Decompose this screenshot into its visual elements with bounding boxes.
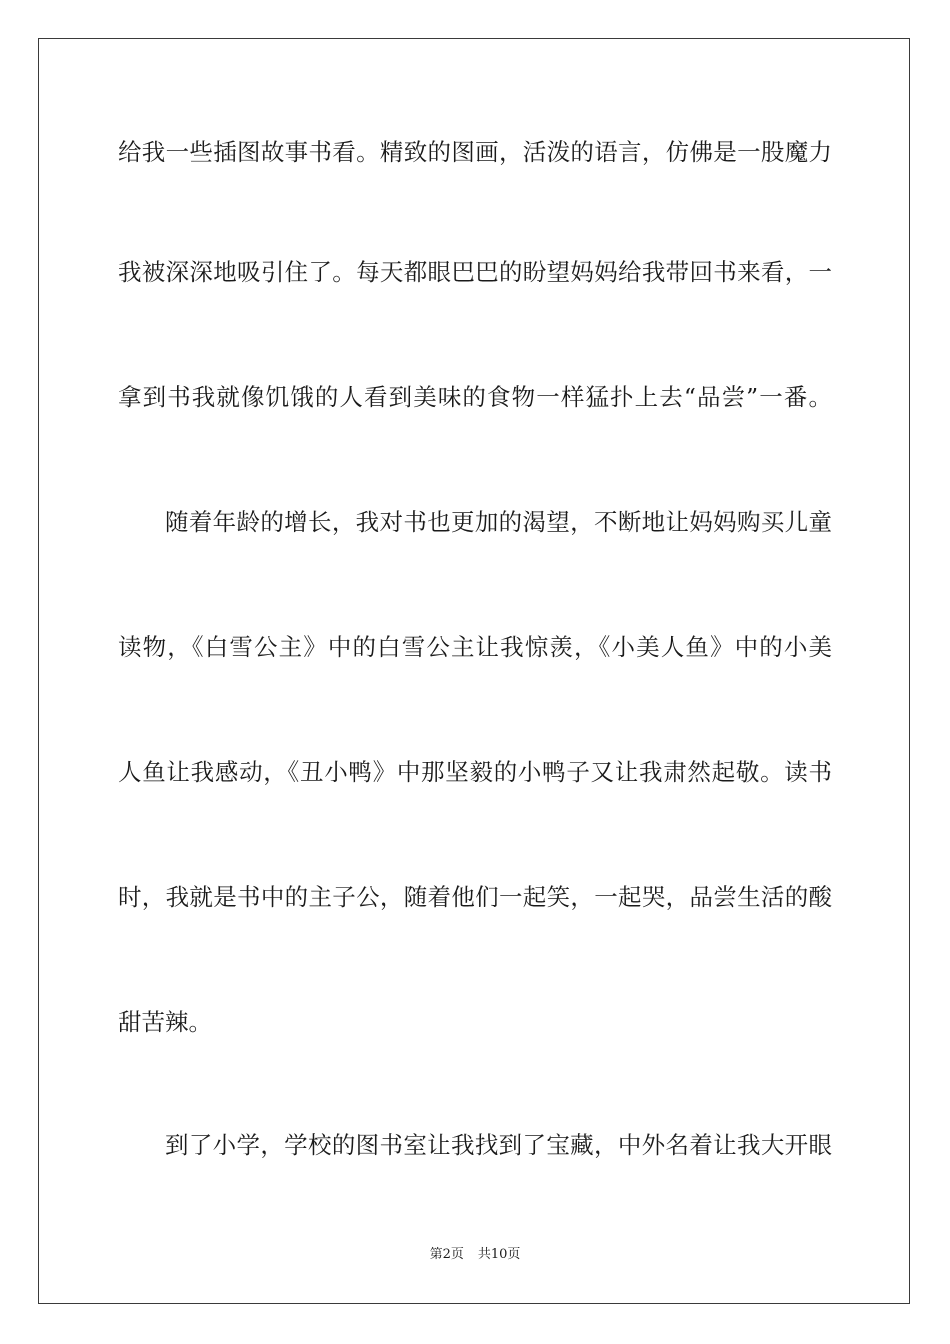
total-pages: 共10页 bbox=[477, 1247, 521, 1262]
text-line-6: 人鱼让我感动，《丑小鸭》中那坚毅的小鸭子又让我肃然起敬。读书 bbox=[118, 758, 832, 786]
text-line-5: 读物，《白雪公主》中的白雪公主让我惊羡，《小美人鱼》中的小美 bbox=[118, 633, 832, 661]
text-line-7: 时，我就是书中的主子公，随着他们一起笑，一起哭，品尝生活的酸 bbox=[118, 883, 832, 911]
page-footer bbox=[0, 1246, 950, 1264]
text-line-1: 给我一些插图故事书看。精致的图画，活泼的语言，仿佛是一股魔力 bbox=[118, 138, 832, 166]
page-number: 第2页 bbox=[429, 1247, 464, 1262]
text-line-9: 到了小学，学校的图书室让我找到了宝藏，中外名着让我大开眼 bbox=[165, 1131, 832, 1159]
text-line-2: 我被深深地吸引住了。每天都眼巴巴的盼望妈妈给我带回书来看，一 bbox=[118, 258, 832, 286]
text-line-4: 随着年龄的增长，我对书也更加的渴望，不断地让妈妈购买儿童 bbox=[165, 508, 832, 536]
text-line-3: 拿到书我就像饥饿的人看到美味的食物一样猛扑上去“品尝”一番。 bbox=[118, 383, 832, 411]
page-border bbox=[38, 38, 910, 1304]
text-line-8: 甜苦辣。 bbox=[118, 1008, 212, 1036]
